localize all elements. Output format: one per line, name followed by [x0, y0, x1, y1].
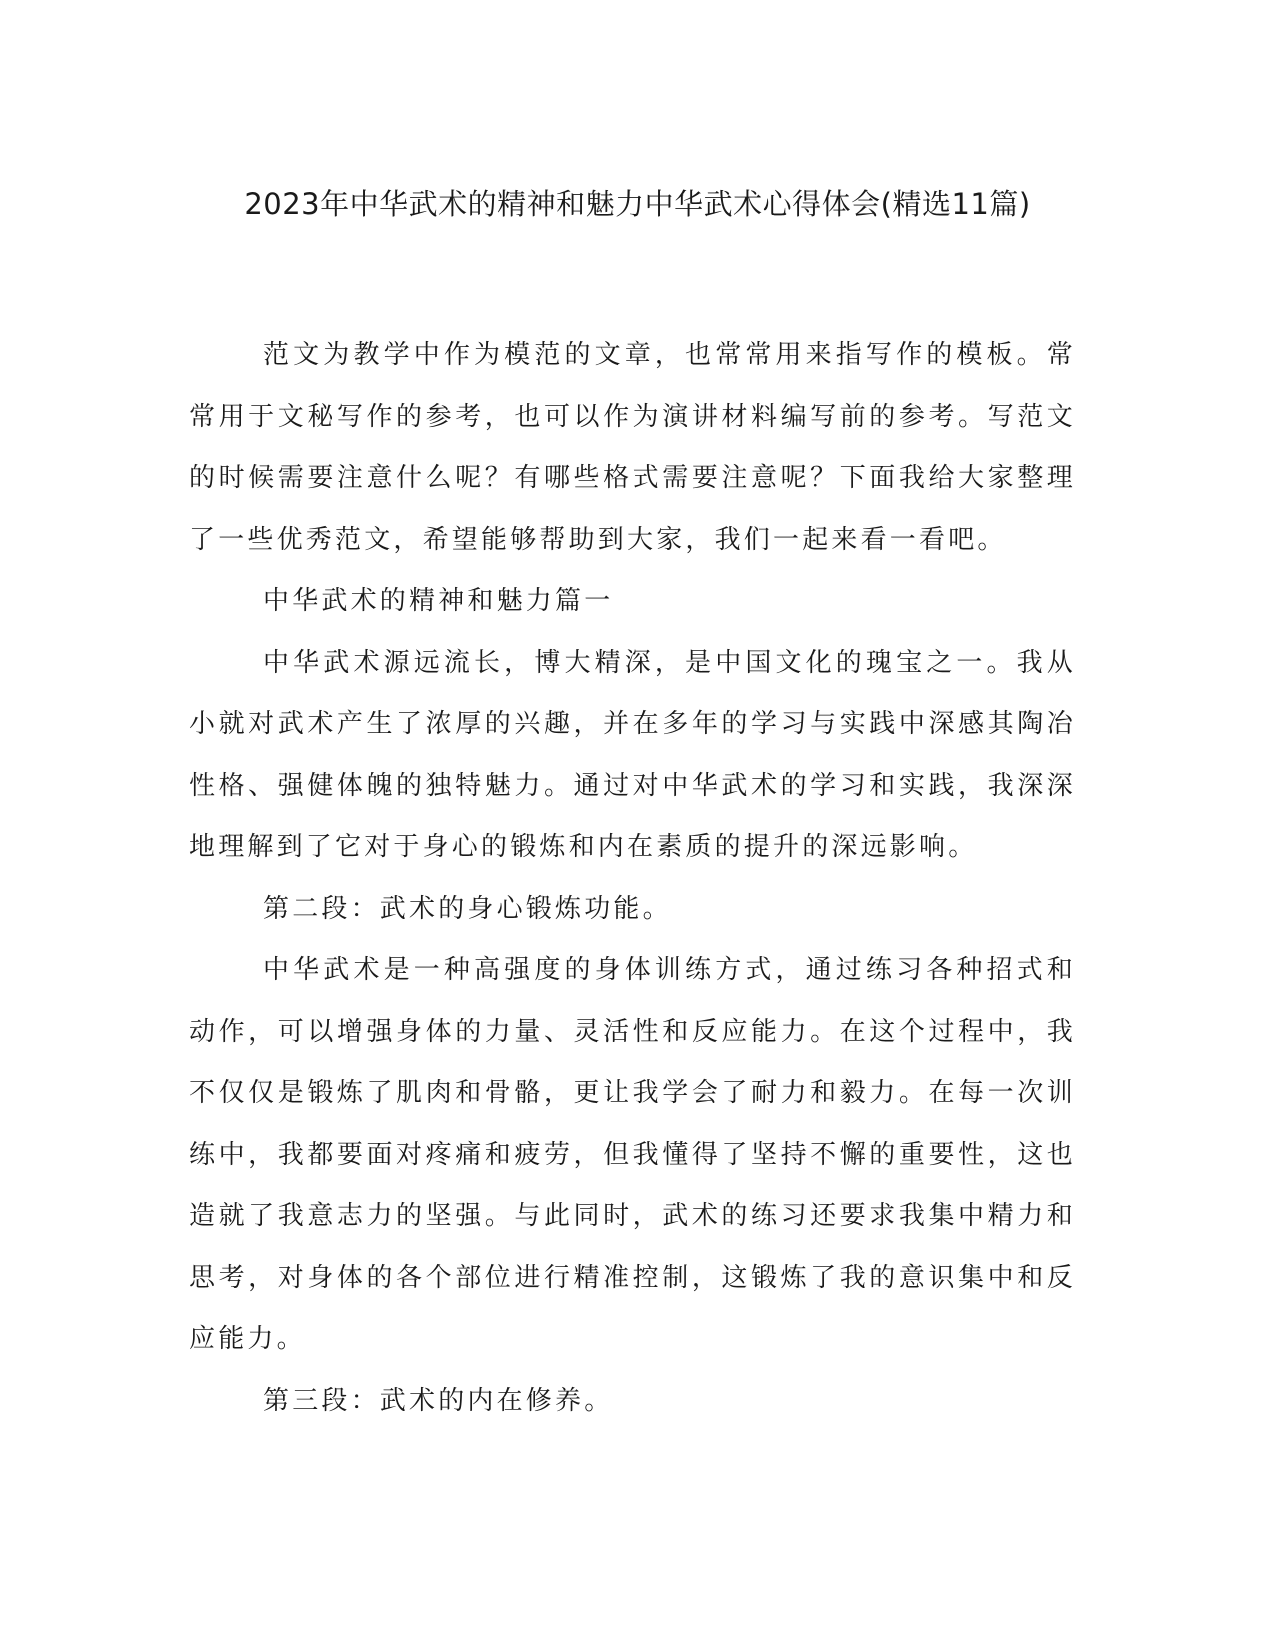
section-heading-part-one: 中华武术的精神和魅力篇一	[263, 586, 614, 616]
document-title: 2023年中华武术的精神和魅力中华武术心得体会(精选11篇)	[244, 187, 1031, 221]
body-paragraph: 中华武术源远流长，博大精深，是中国文化的瑰宝之一。我从小就对武术产生了浓厚的兴趣，并在多年的学习与实践中深感其陶冶性格、强健体魄的独特魅力。通过对中华武术的学习和实践，我深深地理解到了它对于身心的锻炼和内在素质的提升的深远影响。	[189, 647, 1076, 862]
document-body	[189, 325, 1076, 1432]
intro-paragraph: 范文为教学中作为模范的文章，也常常用来指写作的模板。常常用于文秘写作的参考，也可以作为演讲材料编写前的参考。写范文的时候需要注意什么呢？有哪些格式需要注意呢？下面我给大家整理了一些优秀范文，希望能够帮助到大家，我们一起来看一看吧。	[189, 340, 1076, 555]
body-paragraph: 中华武术是一种高强度的身体训练方式，通过练习各种招式和动作，可以增强身体的力量、灵活性和反应能力。在这个过程中，我不仅仅是锻炼了肌肉和骨骼，更让我学会了耐力和毅力。在每一次训练中，我都要面对疼痛和疲劳，但我懂得了坚持不懈的重要性，这也造就了我意志力的坚强。与此同时，武术的练习还要求我集中精力和思考，对身体的各个部位进行精准控制，这锻炼了我的意识集中和反应能力。	[189, 955, 1076, 1354]
section-heading-paragraph-three: 第三段：武术的内在修养。	[263, 1385, 614, 1416]
section-heading-paragraph-two: 第二段：武术的身心锻炼功能。	[263, 893, 672, 924]
